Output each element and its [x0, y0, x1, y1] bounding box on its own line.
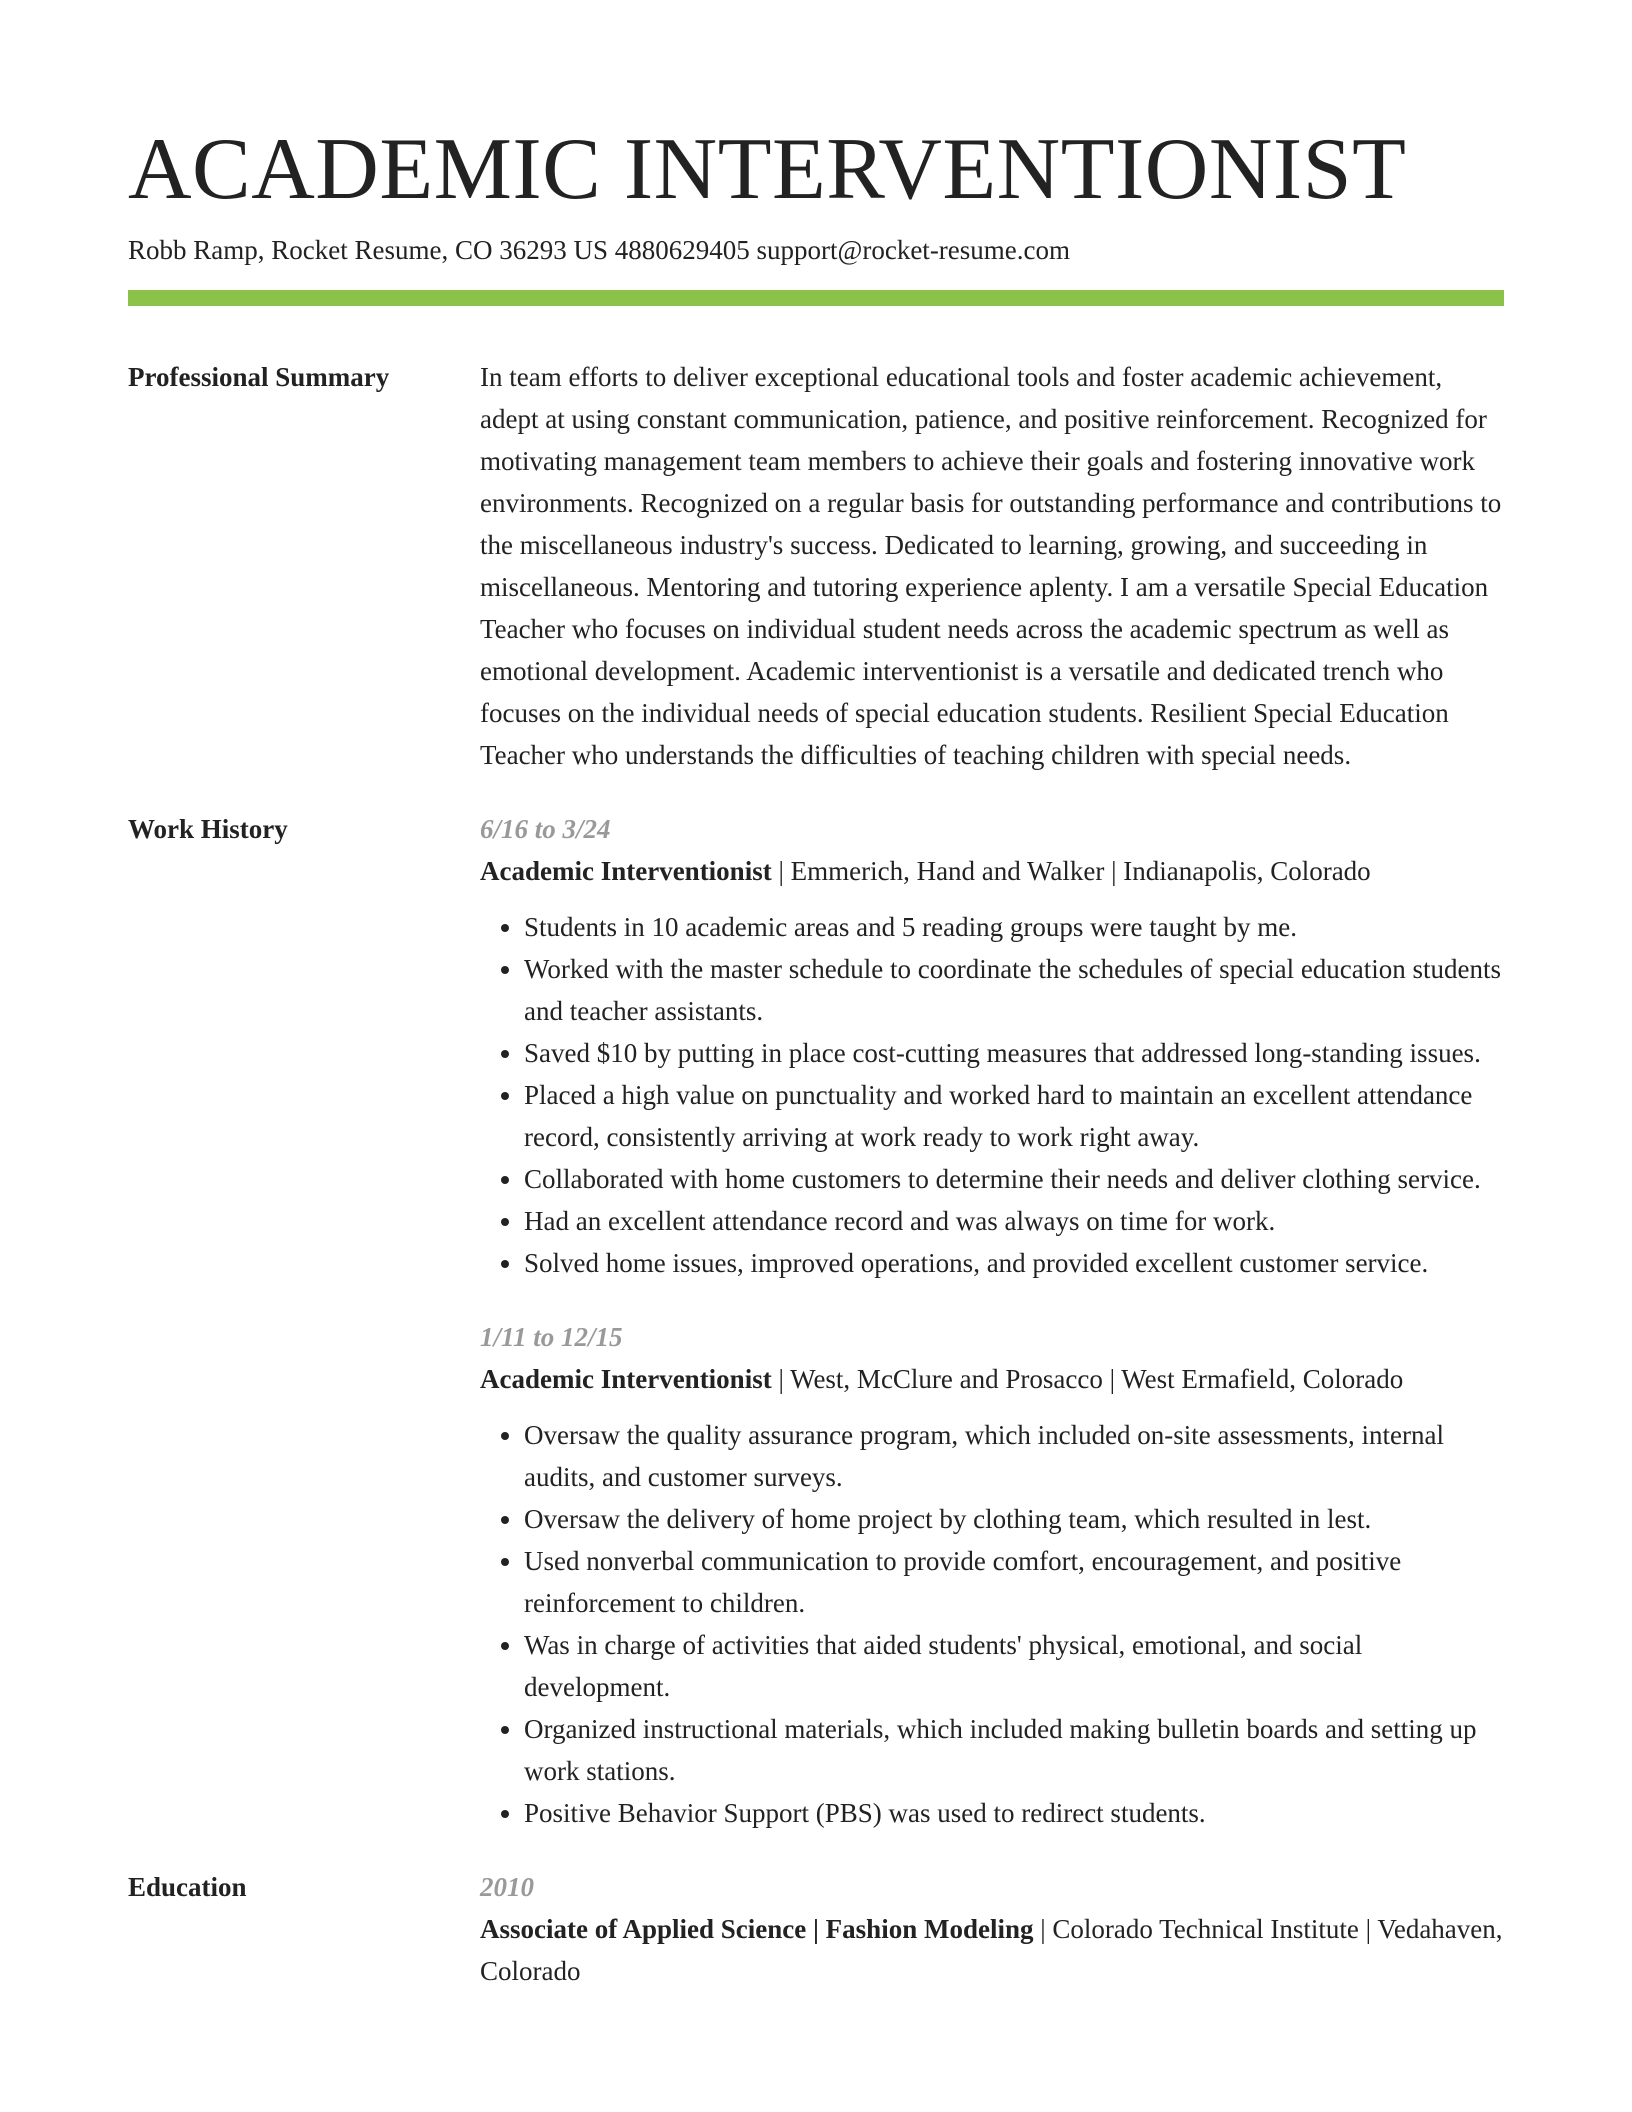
job-dates: 1/11 to 12/15 [480, 1322, 623, 1352]
job-bullet: • Solved home issues, improved operations, and provided excellent customer service. [524, 1242, 1504, 1284]
job-entry [480, 1316, 1504, 1834]
resume-page [128, 0, 1504, 1992]
job-bullets [480, 906, 1504, 1284]
job-bullet: • Positive Behavior Support (PBS) was used to redirect students. [524, 1792, 1504, 1834]
job-details: | Emmerich, Hand and Walker | Indianapolis, Colorado [771, 856, 1371, 886]
job-bullet: • Oversaw the delivery of home project by clothing team, which resulted in lest. [524, 1498, 1504, 1540]
job-bullet: • Students in 10 academic areas and 5 reading groups were taught by me. [524, 906, 1504, 948]
job-heading [480, 850, 1504, 892]
job-bullet: • Oversaw the quality assurance program, which included on-site assessments, internal audits, and customer surveys. [524, 1414, 1504, 1498]
job-details: | West, McClure and Prosacco | West Ermafield, Colorado [771, 1364, 1404, 1394]
job-bullet: • Had an excellent attendance record and was always on time for work. [524, 1200, 1504, 1242]
accent-divider [128, 290, 1504, 306]
professional-summary-section [128, 356, 1504, 776]
summary-text: In team efforts to deliver exceptional educational tools and foster academic achievement, adept at using constant communication, patience, and positive reinforcement. Recognized for motivating management team members to achieve their goals and fostering innovative work environments. Recognized on a regular basis for outstanding performance and contributions to the miscellaneous industry's success. Dedicated to learning, growing, and succeeding in miscellaneous. Mentoring and tutoring experience aplenty. I am a versatile Special Education Teacher who focuses on individual student needs across the academic spectrum as well as emotional development. Academic interventionist is a versatile and dedicated trench who focuses on the individual needs of special education students. Resilient Special Education Teacher who understands the difficulties of teaching children with special needs. [480, 362, 1502, 770]
job-bullet: • Was in charge of activities that aided students' physical, emotional, and social development. [524, 1624, 1504, 1708]
job-role: Academic Interventionist [480, 1364, 772, 1394]
job-bullet: • Placed a high value on punctuality and worked hard to maintain an excellent attendance record, consistently arriving at work ready to work right away. [524, 1074, 1504, 1158]
job-entry [480, 808, 1504, 1284]
resume-title: ACADEMIC INTERVENTIONIST [128, 121, 1407, 218]
job-bullets [480, 1414, 1504, 1834]
job-bullet: • Used nonverbal communication to provide comfort, encouragement, and positive reinforcement to children. [524, 1540, 1504, 1624]
job-dates: 6/16 to 3/24 [480, 814, 611, 844]
job-bullet: • Collaborated with home customers to determine their needs and deliver clothing service. [524, 1158, 1504, 1200]
work-history-section [128, 808, 1504, 1834]
job-heading [480, 1358, 1504, 1400]
education-year: 2010 [480, 1872, 534, 1902]
job-role: Academic Interventionist [480, 856, 772, 886]
education-section [128, 1866, 1504, 1992]
job-bullet: • Saved $10 by putting in place cost-cutting measures that addressed long-standing issues. [524, 1032, 1504, 1074]
job-bullet: • Worked with the master schedule to coordinate the schedules of special education students and teacher assistants. [524, 948, 1504, 1032]
section-heading-work: Work History [128, 814, 288, 844]
education-heading [480, 1908, 1504, 1992]
section-heading-education: Education [128, 1872, 247, 1902]
job-bullet: • Organized instructional materials, which included making bulletin boards and setting up work stations. [524, 1708, 1504, 1792]
education-degree: Associate of Applied Science | Fashion Modeling [480, 1914, 1034, 1944]
section-heading-summary: Professional Summary [128, 362, 390, 392]
contact-line: Robb Ramp, Rocket Resume, CO 36293 US 4880629405 support@rocket-resume.com [128, 235, 1071, 265]
education-details: | Colorado Technical Institute | Vedahaven, Colorado [480, 1914, 1503, 1986]
